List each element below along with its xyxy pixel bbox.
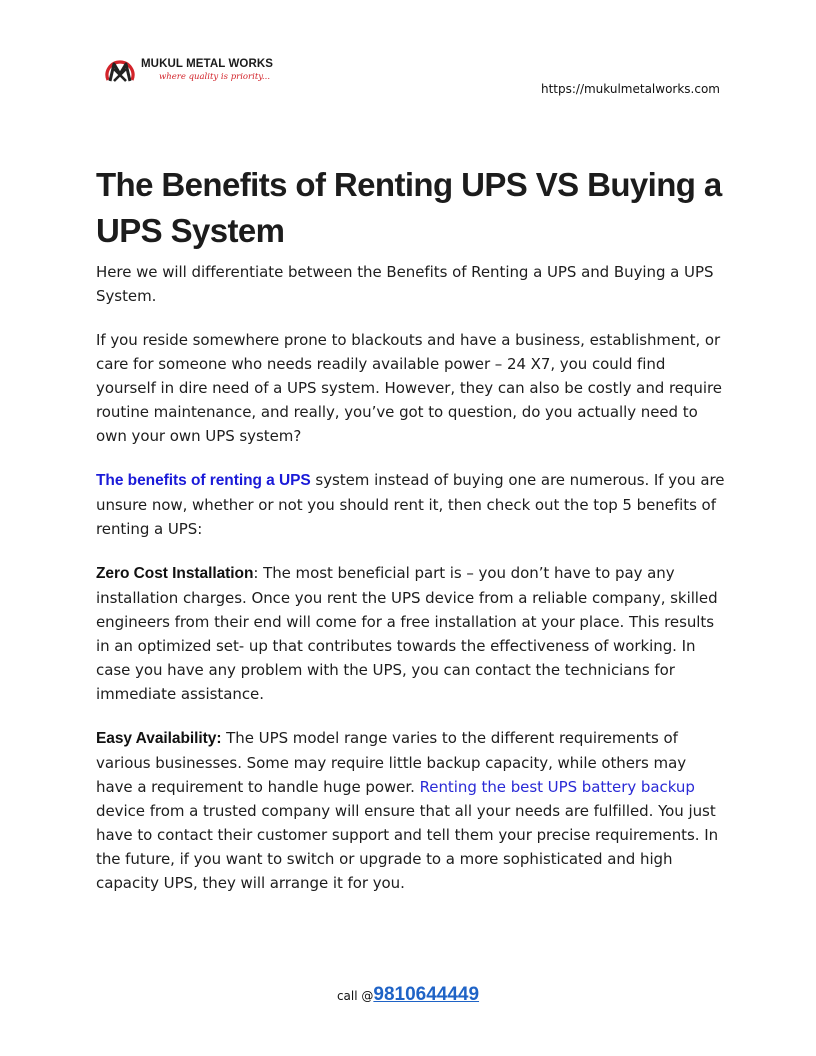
company-logo	[102, 54, 273, 86]
benefit-heading: Easy Availability:	[96, 730, 222, 747]
benefit-easy-availability	[96, 726, 726, 895]
best-ups-battery-backup-link[interactable]: Renting the best UPS battery backup	[419, 778, 695, 796]
benefits-of-renting-link[interactable]: The benefits of renting a UPS	[96, 472, 311, 489]
footer-contact	[0, 984, 816, 1006]
logo-tagline: where quality is priority...	[159, 72, 271, 82]
call-label: call @	[336, 989, 374, 1003]
benefit-text: : The most beneficial part is – you don’t have to pay any installation charges. Once you rent the UPS device from a reliable company, skilled engineers from their end will come for a free installation at your place. This results in an optimized set- up that contributes towards the effectiveness of working. In case you have any problem with the UPS, you can contact the technicians for immediate assistance.	[96, 564, 718, 703]
logo-name: MUKUL METAL WORKS	[141, 57, 274, 70]
page-title: The Benefits of Renting UPS VS Buying a UPS System	[96, 166, 722, 249]
intro-paragraph: Here we will differentiate between the Benefits of Renting a UPS and Buying a UPS System.	[96, 263, 714, 305]
context-paragraph: If you reside somewhere prone to blackouts and have a business, establishment, or care for someone who needs readily available power – 24 X7, you could find yourself in dire need of a UPS system. However, they can also be costly and require routine maintenance, and really, you’ve got to question, do you actually need to own your own UPS system?	[96, 331, 722, 445]
benefit-heading: Zero Cost Installation	[96, 565, 254, 582]
benefits-intro-paragraph	[96, 468, 726, 541]
site-url[interactable]: https://mukulmetalworks.com	[540, 82, 720, 96]
benefit-text-continued: device from a trusted company will ensure that all your needs are fulfilled. You just have to contact their customer support and tell them your precise requirements. In the future, if you want to switch or upgrade to a more sophisticated and high capacity UPS, they will arrange it for you.	[96, 802, 719, 892]
benefit-text: The UPS model range varies to the different requirements of various businesses. Some may require little backup capacity, while others may have a requirement to handle huge power.	[96, 729, 687, 796]
article-body	[96, 260, 726, 915]
mmw-monogram-icon	[102, 54, 138, 86]
phone-link[interactable]: 9810644449	[373, 984, 480, 1005]
benefit-zero-cost-installation	[96, 561, 726, 706]
benefits-intro-text: system instead of buying one are numerous. If you are unsure now, whether or not you should rent it, then check out the top 5 benefits of renting a UPS:	[96, 471, 725, 538]
